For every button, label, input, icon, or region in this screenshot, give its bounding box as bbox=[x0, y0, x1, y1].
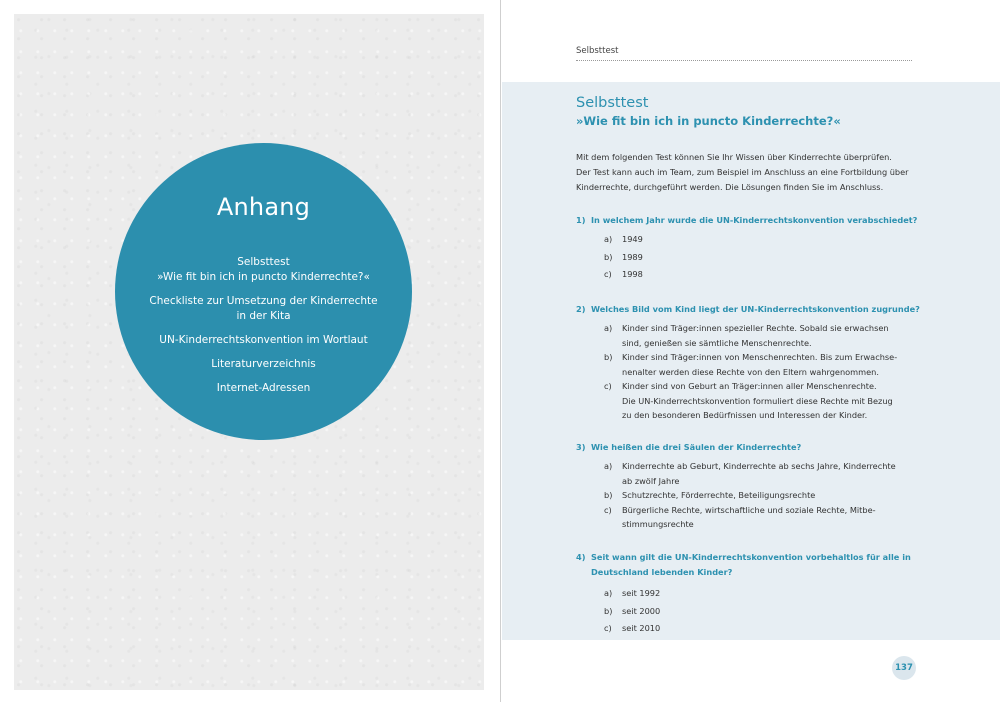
answer-option bbox=[576, 604, 916, 619]
page-subtitle: »Wie fit bin ich in puncto Kinderrechte?« bbox=[576, 114, 841, 128]
answer-line: Kinderrechte ab Geburt, Kinderrechte ab sechs Jahre, Kinderrechte bbox=[622, 461, 896, 471]
toc-line: »Wie fit bin ich in puncto Kinderrechte?« bbox=[157, 271, 370, 283]
answer-line: stimmungsrechte bbox=[622, 519, 694, 529]
answer-letter: a) bbox=[604, 323, 613, 333]
answer-option bbox=[576, 267, 916, 282]
answer-line: Die UN-Kinderrechtskonvention formuliert diese Rechte mit Bezug bbox=[622, 395, 893, 406]
toc-line: in der Kita bbox=[236, 310, 291, 322]
left-page bbox=[14, 14, 484, 690]
answer-line: sind, genießen sie sämtliche Menschenrechte. bbox=[622, 337, 812, 348]
answer-line: 1949 bbox=[622, 234, 643, 244]
answer-option bbox=[576, 250, 916, 265]
toc-item-checkliste bbox=[143, 294, 384, 324]
question-line: Welches Bild vom Kind liegt der UN-Kinderrechtskonvention zugrunde? bbox=[591, 304, 920, 314]
toc-line: Internet-Adressen bbox=[216, 382, 311, 394]
answer-letter: b) bbox=[604, 605, 613, 616]
question-number: 2) bbox=[576, 304, 586, 314]
answer-list bbox=[576, 459, 916, 532]
question-line: Seit wann gilt die UN-Kinderrechtskonvention vorbehaltlos für alle in bbox=[591, 552, 911, 562]
answer-letter: b) bbox=[604, 490, 613, 500]
answer-option bbox=[576, 503, 916, 532]
toc-item-internet bbox=[143, 381, 384, 396]
toc-line: Literaturverzeichnis bbox=[211, 358, 316, 370]
answer-list bbox=[576, 586, 916, 636]
page-title: Selbsttest bbox=[576, 95, 649, 111]
answer-line: nenalter werden diese Rechte von den Eltern wahrgenommen. bbox=[622, 366, 879, 377]
question-line: Wie heißen die drei Säulen der Kinderrechte? bbox=[591, 442, 802, 452]
intro-line: Der Test kann auch im Team, zum Beispiel im Anschluss an eine Fortbildung über bbox=[576, 167, 909, 177]
answer-letter: c) bbox=[604, 504, 612, 515]
toc-line: UN-Kinderrechtskonvention im Wortlaut bbox=[159, 334, 368, 346]
answer-option bbox=[576, 488, 916, 503]
toc-item-literatur bbox=[143, 357, 384, 372]
answer-line: Kinder sind Träger:innen spezieller Rechte. Sobald sie erwachsen bbox=[622, 323, 889, 333]
answer-list bbox=[576, 232, 916, 282]
answer-option bbox=[576, 232, 916, 247]
answer-line: seit 2000 bbox=[622, 605, 661, 616]
answer-letter: b) bbox=[604, 352, 613, 362]
answer-option bbox=[576, 586, 916, 601]
answer-letter: a) bbox=[604, 588, 613, 598]
answer-line: seit 1992 bbox=[622, 588, 661, 598]
intro-paragraph bbox=[576, 150, 916, 195]
question-text bbox=[576, 550, 916, 580]
toc-item-konvention bbox=[143, 333, 384, 348]
toc-item-selbsttest bbox=[143, 255, 384, 285]
answer-letter: c) bbox=[604, 381, 612, 391]
answer-list bbox=[576, 321, 916, 423]
toc-line: Checkliste zur Umsetzung der Kinderrechte bbox=[149, 295, 378, 307]
answer-letter: c) bbox=[604, 623, 612, 633]
question-line: In welchem Jahr wurde die UN-Kinderrechtskonvention verabschiedet? bbox=[591, 215, 918, 225]
question-number: 3) bbox=[576, 442, 586, 452]
section-circle bbox=[115, 143, 412, 440]
answer-letter: a) bbox=[604, 234, 613, 244]
table-of-contents bbox=[143, 255, 384, 405]
answer-line: seit 2010 bbox=[622, 623, 661, 633]
question-1 bbox=[576, 213, 916, 282]
answer-letter: c) bbox=[604, 269, 612, 279]
question-line: Deutschland lebenden Kinder? bbox=[591, 567, 733, 577]
intro-line: Kinderrechte, durchgeführt werden. Die Lösungen finden Sie im Anschluss. bbox=[576, 182, 884, 192]
question-4 bbox=[576, 550, 916, 636]
answer-option bbox=[576, 321, 916, 350]
question-3 bbox=[576, 440, 916, 532]
running-head-divider bbox=[576, 60, 912, 61]
running-head: Selbsttest bbox=[576, 46, 619, 56]
toc-line: Selbsttest bbox=[237, 256, 290, 268]
answer-option bbox=[576, 621, 916, 636]
question-2 bbox=[576, 302, 920, 423]
answer-option bbox=[576, 379, 916, 423]
answer-option bbox=[576, 459, 916, 488]
page-gutter bbox=[500, 0, 501, 702]
page-number-badge: 137 bbox=[892, 656, 916, 680]
answer-letter: b) bbox=[604, 251, 613, 262]
intro-line: Mit dem folgenden Test können Sie Ihr Wissen über Kinderrechte überprüfen. bbox=[576, 152, 892, 162]
answer-line: zu den besonderen Bedürfnissen und Interessen der Kinder. bbox=[622, 410, 868, 420]
answer-line: 1998 bbox=[622, 269, 643, 279]
section-title: Anhang bbox=[216, 193, 311, 221]
question-text bbox=[576, 302, 920, 317]
answer-line: Bürgerliche Rechte, wirtschaftliche und soziale Rechte, Mitbe- bbox=[622, 504, 876, 515]
answer-line: Kinder sind von Geburt an Träger:innen aller Menschenrechte. bbox=[622, 381, 877, 391]
question-number: 4) bbox=[576, 552, 586, 562]
answer-line: Schutzrechte, Förderrechte, Beteiligungsrechte bbox=[622, 490, 816, 500]
answer-option bbox=[576, 350, 916, 379]
question-text bbox=[576, 440, 916, 455]
answer-line: Kinder sind Träger:innen von Menschenrechten. Bis zum Erwachse- bbox=[622, 352, 898, 362]
answer-line: ab zwölf Jahre bbox=[622, 475, 680, 486]
question-text bbox=[576, 213, 916, 228]
answer-letter: a) bbox=[604, 461, 613, 471]
question-number: 1) bbox=[576, 215, 586, 225]
answer-line: 1989 bbox=[622, 251, 643, 262]
